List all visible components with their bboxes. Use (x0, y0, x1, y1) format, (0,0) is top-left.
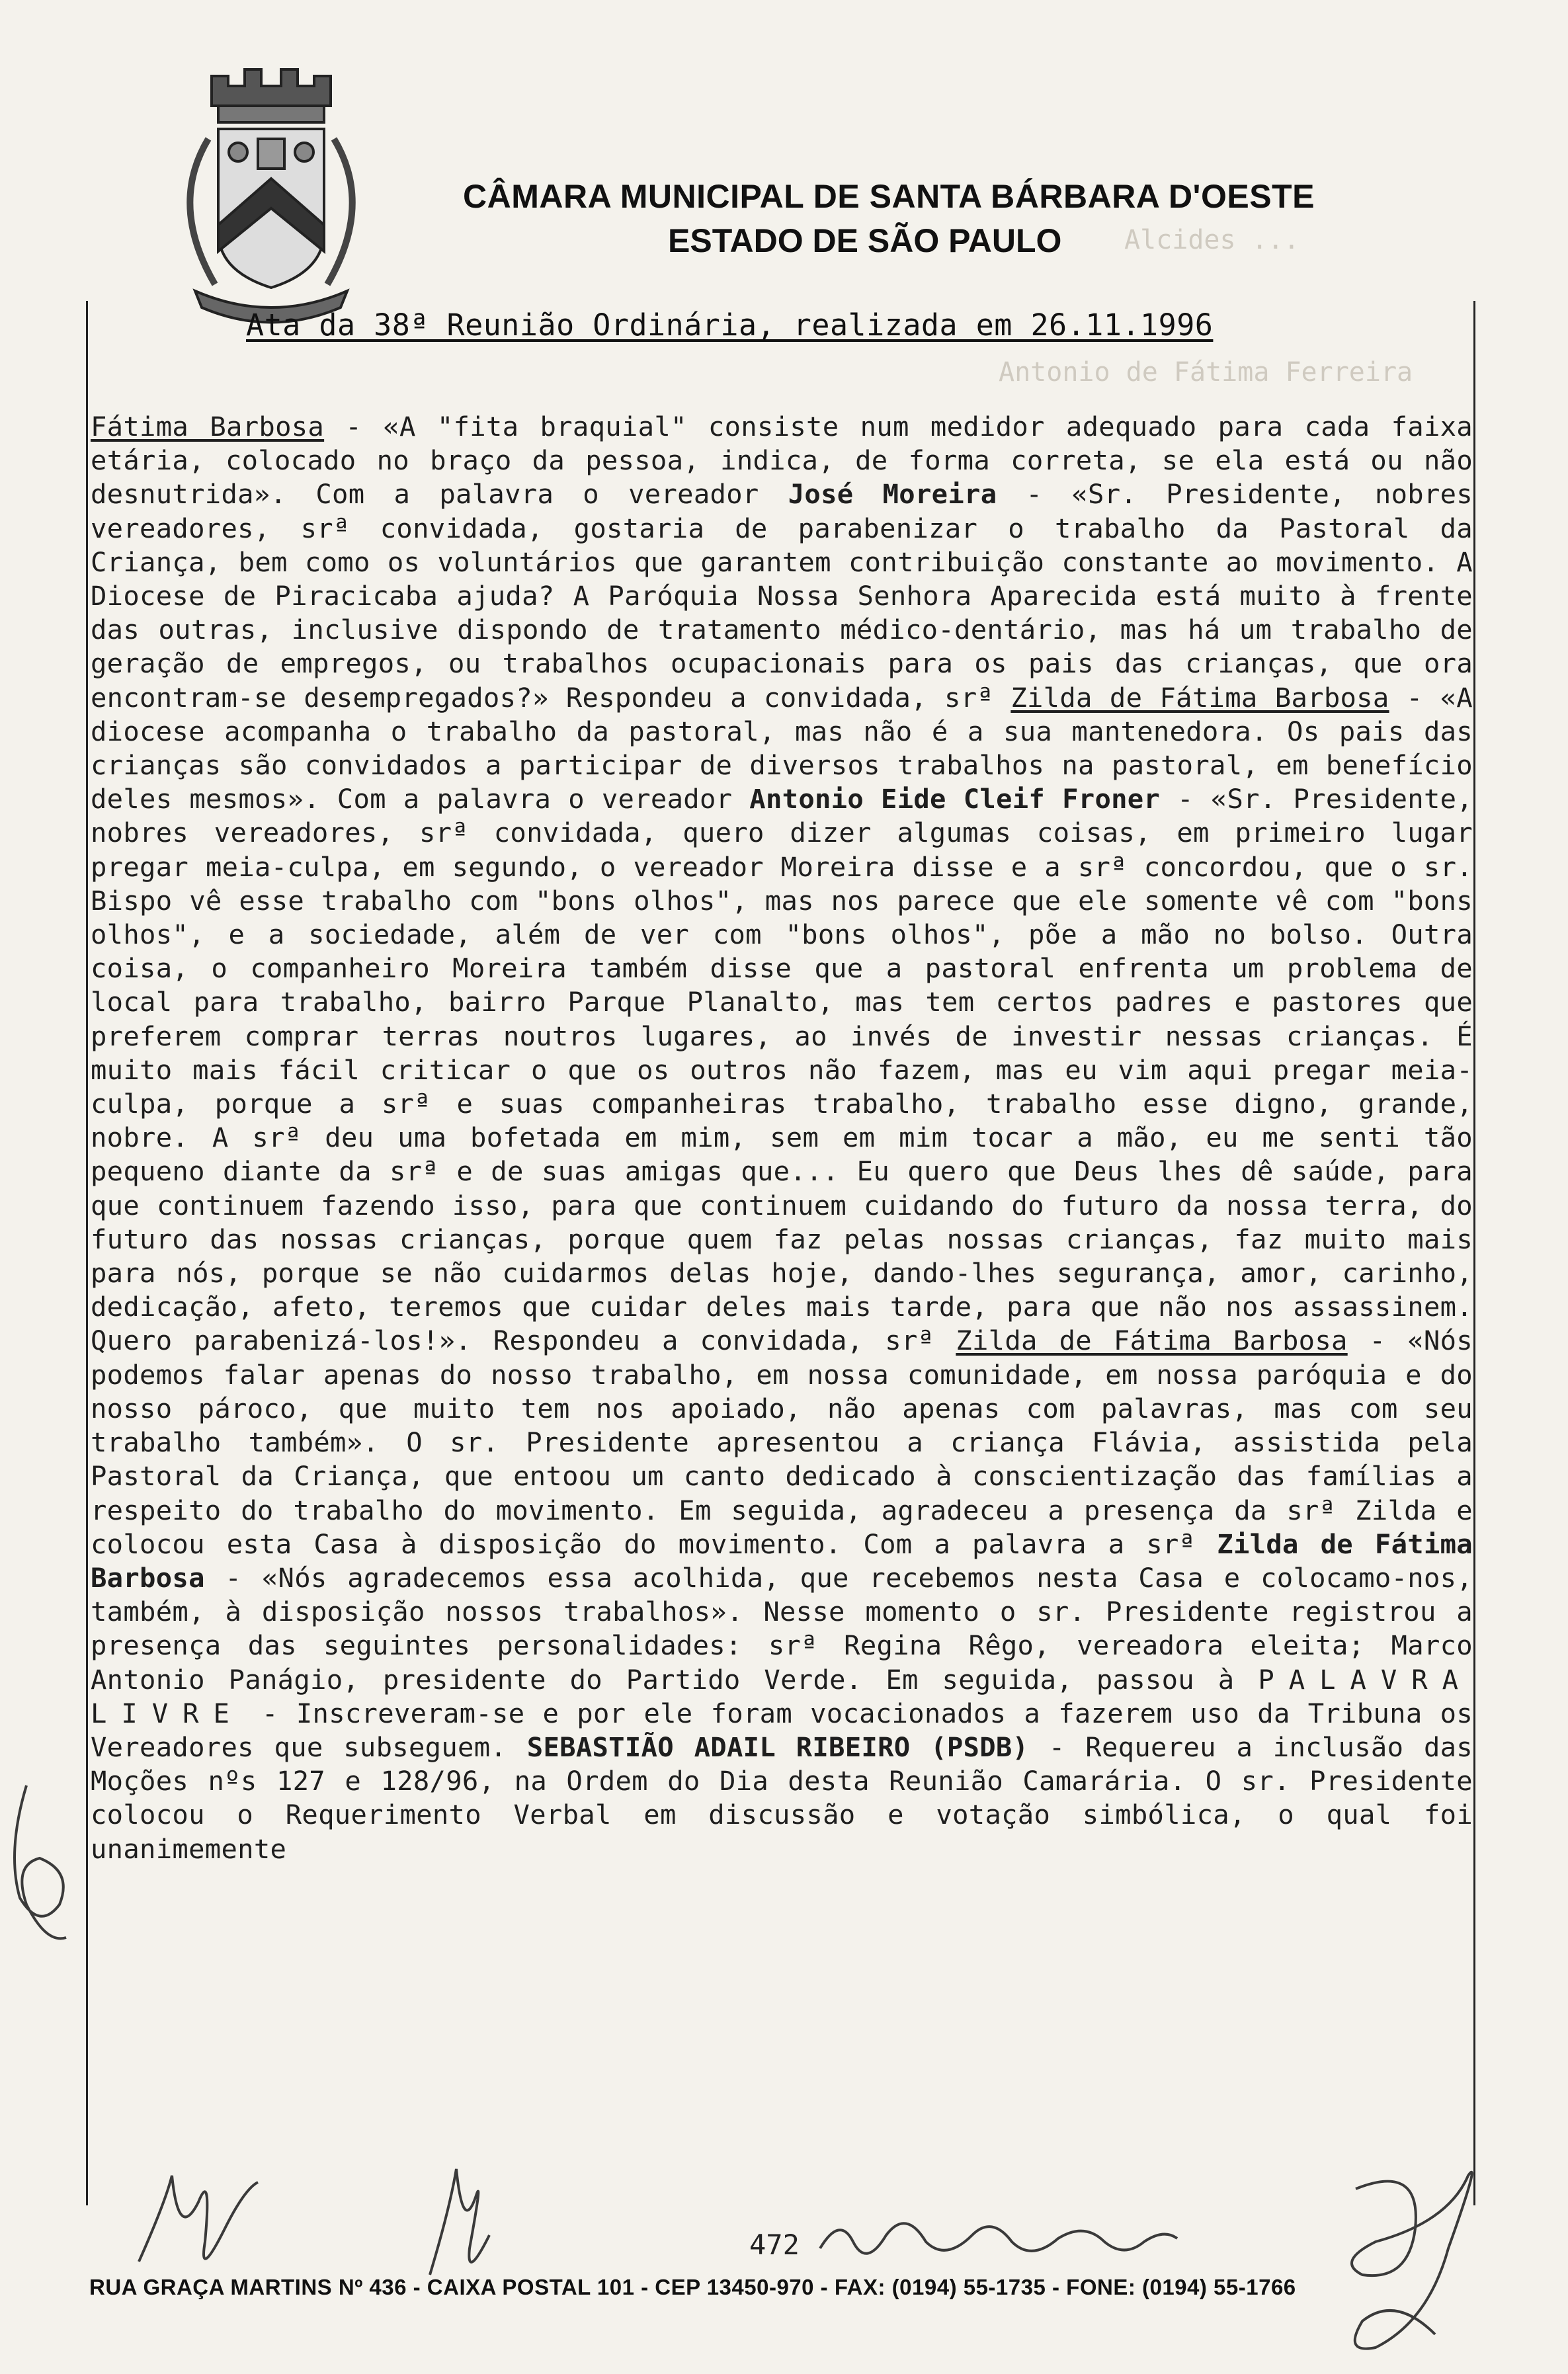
bleed-through-text: Antonio de Fátima Ferreira (999, 357, 1413, 388)
body-text-segment: - «A "fita braquial" consiste num medidor adequado para cada faixa etária, colocado no braço da pessoa, indica, de forma correta, se ela está ou não desnutrida». Com a palavra o vereador (91, 411, 1473, 511)
speaker-name: Zilda de Fátima Barbosa (956, 1325, 1348, 1357)
speaker-name: José Moreira (788, 478, 997, 511)
bleed-through-text: Alcides ... (1124, 225, 1300, 255)
signature-left (126, 2162, 271, 2288)
state-name: ESTADO DE SÃO PAULO (668, 222, 1062, 259)
coat-of-arms-icon (155, 60, 387, 324)
signature-right (1316, 2149, 1514, 2367)
body-text-segment: - Inscreveram-se e por ele foram vocacionados a fazerem uso da Tribuna os Vereadores que subseguem. (91, 1697, 1473, 1763)
minutes-title: Ata da 38ª Reunião Ordinária, realizada em 26.11.1996 (246, 307, 1214, 343)
speaker-name: Antonio Eide Cleif Froner (749, 783, 1161, 815)
speaker-name: Fátima Barbosa (91, 411, 325, 442)
speaker-name: SEBASTIÃO ADAIL RIBEIRO (PSDB) (526, 1731, 1029, 1763)
signature-middle (403, 2156, 503, 2288)
page-number: 472 (749, 2229, 800, 2261)
body-text-segment: - «Nós podemos falar apenas do nosso trabalho, em nossa comunidade, em nossa paróquia e do nosso pároco, que muito tem nos apoiado, não apenas com palavras, mas com seu trabalho também». O sr. Presidente apresentou a criança Flávia, assistida pela Pastoral da Criança, que entoou um canto dedicado à conscientização das famílias a respeito do trabalho do movimento. Em seguida, agradeceu a presença da srª Zilda e colocou esta Casa à disposição do movimento. Com a palavra a srª (91, 1325, 1473, 1560)
body-text-segment: - Requereu a inclusão das Moções nºs 127 e 128/96, na Ordem do Dia desta Reunião Camarária. O sr. Presidente colocou o Requerimento Verbal em discussão e votação simbólica, o qual foi unanimemente (91, 1731, 1473, 1865)
body-text-segment: - «A diocese acompanha o trabalho da pastoral, mas não é a sua mantenedora. Os pais das crianças são convidados a participar de diversos trabalhos na pastoral, em benefício deles mesmos». Com a palavra o vereador (91, 681, 1473, 815)
speaker-name: Zilda de Fátima Barbosa (1011, 681, 1389, 714)
footer-address: RUA GRAÇA MARTINS Nº 436 - CAIXA POSTAL 101 - CEP 13450-970 - FAX: (0194) 55-1735 - FONE: (0194) 55-1766 (89, 2275, 1296, 2299)
signature-center (813, 2202, 1184, 2275)
body-text-segment: - «Sr. Presidente, nobres vereadores, srª convidada, gostaria de parabenizar o trabalho da Pastoral da Criança, bem como os voluntários que garantem contribuição constante ao movimento. A Diocese de Piracicaba ajuda? A Paróquia Nossa Senhora Aparecida está muito à frente das outras, inclusive dispondo de tratamento médico-dentário, mas há um trabalho de geração de empregos, ou trabalhos ocupacionais para os pais das crianças, que ora encontram-se desempregados?» Respondeu a convidada, srª (91, 478, 1473, 714)
institution-name: CÂMARA MUNICIPAL DE SANTA BÁRBARA D'OESTE (463, 178, 1315, 215)
minutes-body (91, 410, 1473, 1866)
body-text-segment: - «Sr. Presidente, nobres vereadores, srª convidada, quero dizer algumas coisas, em primeiro lugar pregar meia-culpa, em segundo, o vereador Moreira disse e a srª concordou, que o sr. Bispo vê esse trabalho com "bons olhos", mas nos parece que ele somente vê com "bons olhos", e a sociedade, além de ver com "bons olhos", põe a mão no bolso. Outra coisa, o companheiro Moreira também disse que a pastoral enfrenta um problema de local para trabalho, bairro Parque Planalto, mas tem certos padres e pastores que preferem comprar terras noutros lugares, ao invés de investir nessas crianças. É muito mais fácil criticar o que os outros não fazem, mas eu vim aqui pregar meia-culpa, porque a srª e suas companheiras trabalho, trabalho esse digno, grande, nobre. A srª deu uma bofetada em mim, sem em mim tocar a mão, eu me senti tão pequeno diante da srª e de suas amigas que... Eu quero que Deus lhes dê saúde, para que continuem fazendo isso, para que continuem cuidando do futuro da nossa terra, do futuro das nossas crianças, porque quem faz pelas nossas crianças, faz muito mais para nós, porque se não cuidarmos delas hoje, dando-lhes segurança, amor, carinho, dedicação, afeto, teremos que cuidar deles mais tarde, para que não nos assassinem. Quero parabenizá-los!». Respondeu a convidada, srª (91, 783, 1473, 1357)
section-heading: PALAVRA LIVRE (91, 1663, 1473, 1729)
right-margin-line (1473, 301, 1475, 2205)
minutes-paragraph (91, 410, 1473, 1866)
left-margin-line (86, 301, 88, 2205)
margin-initials-signature (0, 1772, 79, 1957)
speaker-name: Zilda de Fátima Barbosa (91, 1528, 1473, 1594)
body-text-segment: - «Nós agradecemos essa acolhida, que recebemos nesta Casa e colocamo-nos, também, à disposição nossos trabalhos». Nesse momento o sr. Presidente registrou a presença das seguintes personalidades: srª Regina Rêgo, vereadora eleita; Marco Antonio Panágio, presidente do Partido Verde. Em seguida, passou à (91, 1561, 1473, 1696)
